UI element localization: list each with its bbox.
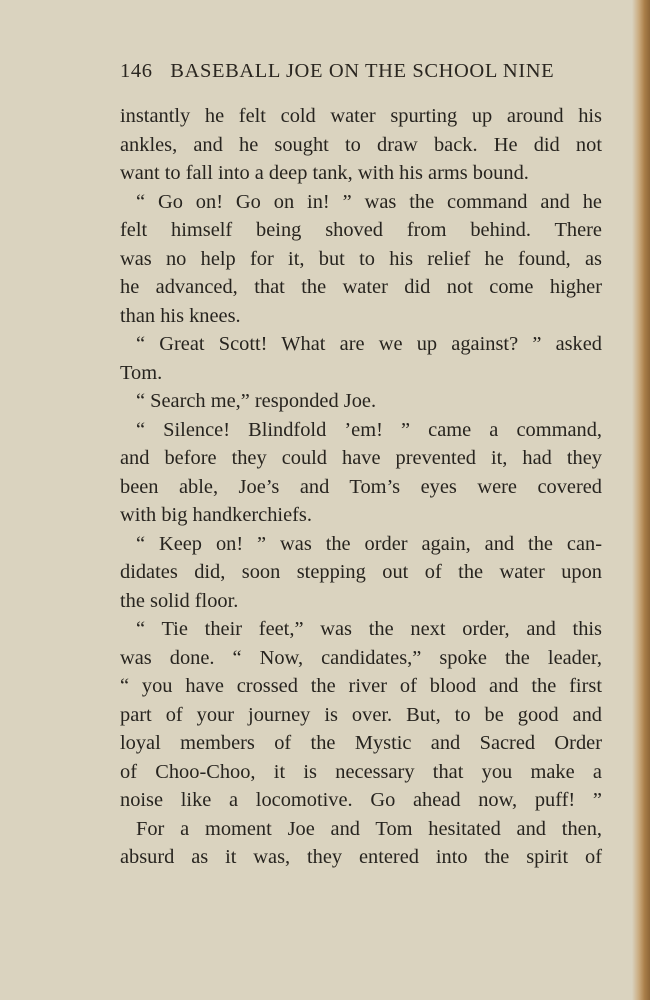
text-line: and before they could have prevented it, had they [120, 447, 602, 469]
text-line: felt himself being shoved from behind. There [120, 219, 602, 241]
text-line: was done. “ Now, candidates,” spoke the leader, [120, 646, 602, 669]
text-line: loyal members of the Mystic and Sacred Order [120, 732, 602, 754]
text-line: instantly he felt cold water spurting up around his [120, 105, 602, 127]
text-line: For a moment Joe and Tom hesitated and then, [136, 817, 602, 840]
text-line: Tom. [120, 361, 163, 384]
body-text [120, 102, 602, 872]
running-title: BASEBALL JOE ON THE SCHOOL NINE [170, 60, 555, 82]
text-line: “ Silence! Blindfold ’em! ” came a command, [136, 418, 602, 441]
text-line: part of your journey is over. But, to be good and [120, 703, 602, 726]
text-line: “ Tie their feet,” was the next order, and this [136, 618, 602, 640]
page-edge [632, 0, 650, 1000]
text-line: was no help for it, but to his relief he found, as [120, 247, 602, 270]
text-line: the solid floor. [120, 589, 239, 612]
page-number: 146 [120, 60, 153, 82]
text-line: “ Go on! Go on in! ” was the command and he [136, 190, 602, 213]
text-line: “ Keep on! ” was the order again, and the can- [136, 532, 602, 555]
text-line: of Choo-Choo, it is necessary that you make a [120, 760, 602, 783]
text-line: with big handkerchiefs. [120, 504, 312, 526]
text-line: noise like a locomotive. Go ahead now, puff! ” [120, 789, 602, 811]
text-line: “ you have crossed the river of blood and the first [120, 675, 602, 697]
text-line: than his knees. [120, 304, 241, 327]
text-line: didates did, soon stepping out of the water upon [120, 561, 602, 583]
text-line: he advanced, that the water did not come higher [120, 276, 602, 298]
text-line: “ Great Scott! What are we up against? ” asked [136, 333, 602, 355]
text-line: ankles, and he sought to draw back. He did not [120, 133, 602, 156]
text-line: want to fall into a deep tank, with his arms bound. [120, 162, 529, 184]
running-header [120, 60, 602, 90]
text-line: been able, Joe’s and Tom’s eyes were covered [120, 475, 602, 498]
text-line: “ Search me,” responded Joe. [136, 390, 377, 412]
text-line: absurd as it was, they entered into the spirit of [120, 846, 602, 868]
